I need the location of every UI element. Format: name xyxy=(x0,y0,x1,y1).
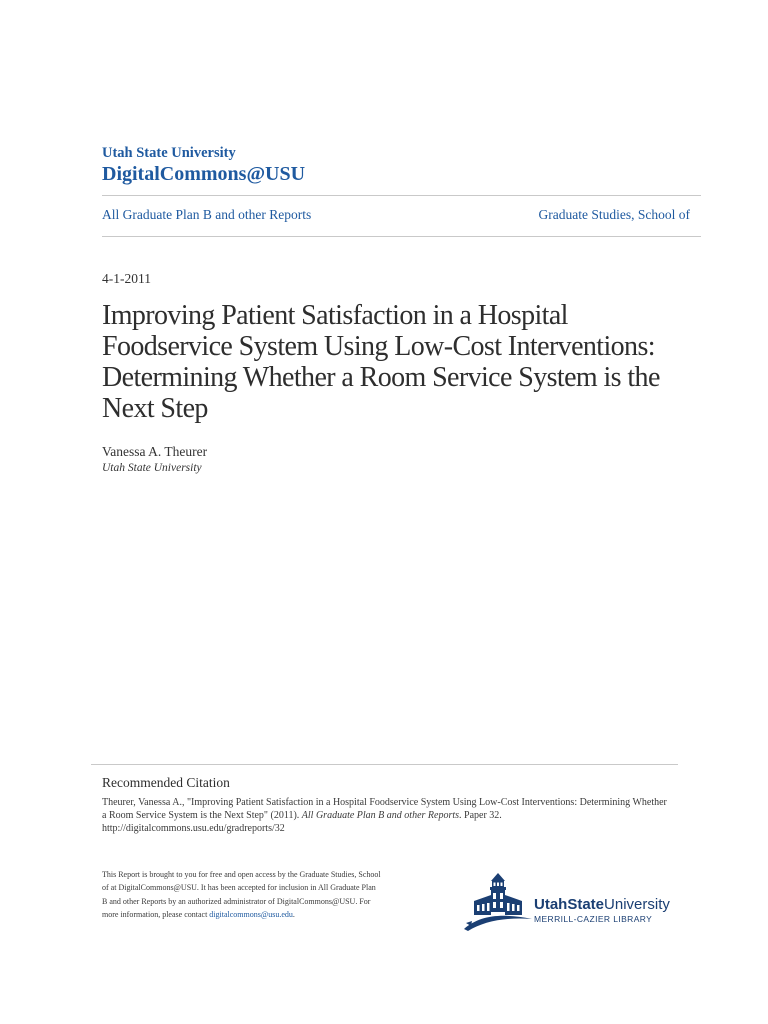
repository-header xyxy=(102,144,702,186)
repository-name[interactable]: DigitalCommons@USU xyxy=(102,163,306,185)
paper-title: Improving Patient Satisfaction in a Hospital Foodservice System Using Low-Cost Interventions: Determining Whether a Room Service System is the Next Step xyxy=(102,300,660,424)
contact-email-link[interactable]: digitalcommons@usu.edu xyxy=(209,909,293,919)
citation-heading: Recommended Citation xyxy=(102,775,230,790)
divider xyxy=(102,195,701,196)
library-logo-text xyxy=(534,897,670,925)
access-notice xyxy=(102,868,382,921)
library-name: MERRILL-CAZIER LIBRARY xyxy=(534,914,653,924)
university-wordmark: UtahStateUniversity xyxy=(534,896,670,913)
old-main-tower-icon xyxy=(462,871,534,933)
publication-date: 4-1-2011 xyxy=(102,271,151,286)
citation-url[interactable]: http://digitalcommons.usu.edu/gradreports/32 xyxy=(102,823,285,834)
collection-nav xyxy=(102,207,690,223)
author-affiliation: Utah State University xyxy=(102,462,202,474)
citation-body: Theurer, Vanessa A., "Improving Patient Satisfaction in a Hospital Foodservice System Using Low-Cost Interventions: Determining Whether a Room Service System is the Next Step" (2011). xyxy=(102,797,667,821)
notice-text: This Report is brought to you for free and open access by the Graduate Studies, School of at DigitalCommons@USU. It has been accepted for inclusion in All Graduate Plan B and other Reports by an authorized administrator of DigitalCommons@USU. For more information, please contact xyxy=(102,870,381,919)
divider xyxy=(91,764,678,765)
citation-text xyxy=(102,796,668,835)
department-link[interactable]: Graduate Studies, School of xyxy=(538,207,690,222)
collection-link[interactable]: All Graduate Plan B and other Reports xyxy=(102,207,312,222)
notice-end: . xyxy=(292,909,295,919)
university-name: Utah State University xyxy=(102,145,236,161)
citation-series: All Graduate Plan B and other Reports xyxy=(301,810,460,821)
author-name[interactable]: Vanessa A. Theurer xyxy=(102,444,208,459)
citation-paper-number: . Paper 32. xyxy=(459,810,502,821)
divider xyxy=(102,236,701,237)
library-logo xyxy=(462,871,682,933)
